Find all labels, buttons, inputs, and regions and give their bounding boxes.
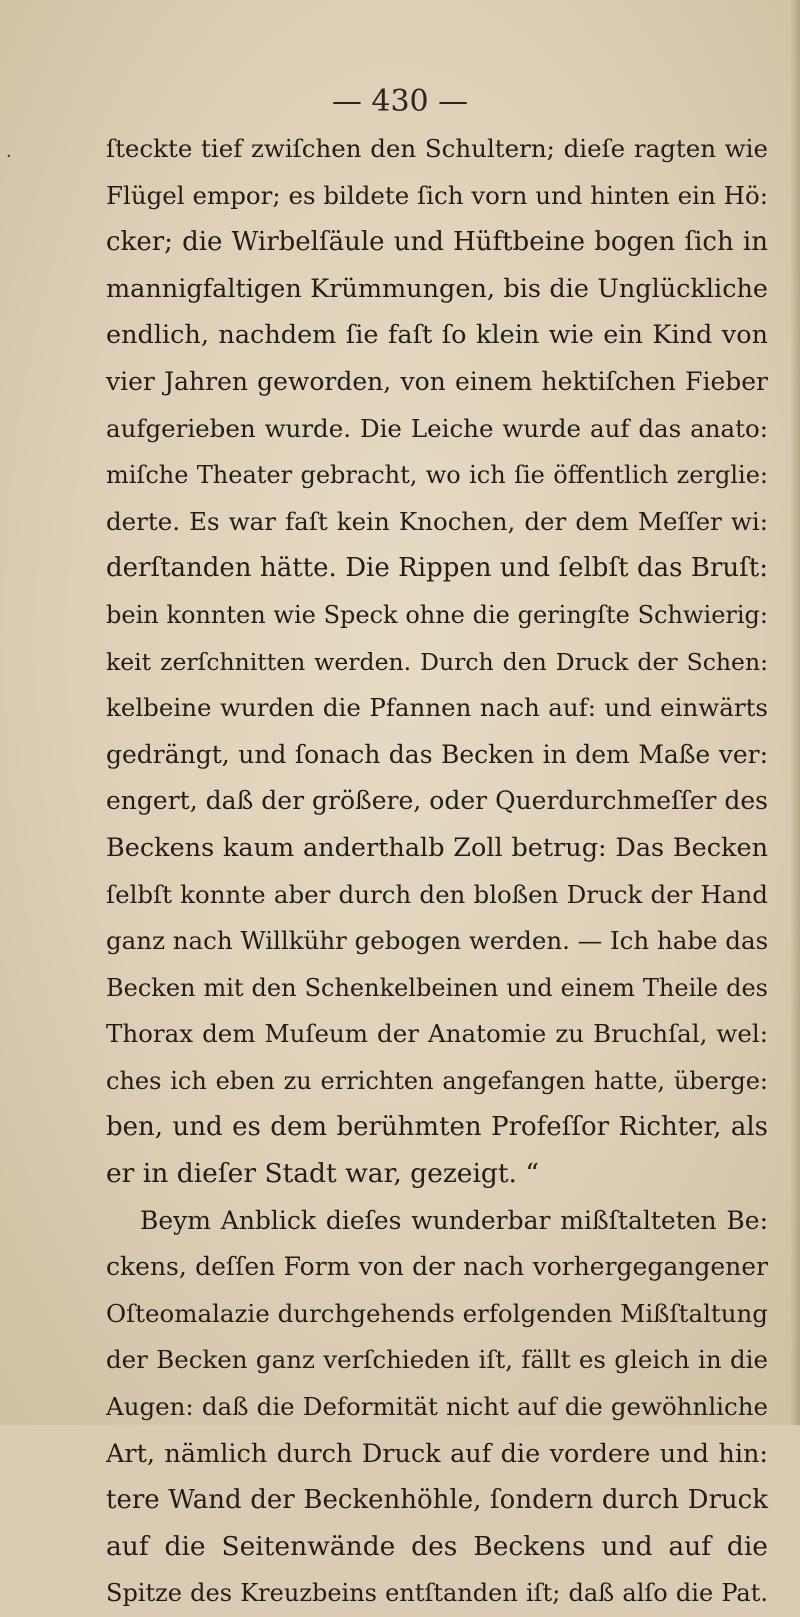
text-line: ganz nach Willkühr gebogen werden. — Ich habe das	[106, 926, 769, 956]
text-line: Beckens kaum anderthalb Zoll betrug: Das Becken	[106, 832, 768, 863]
text-line: vier Jahren geworden, von einem hektiſchen Fieber	[106, 366, 768, 396]
body-text	[106, 126, 768, 1617]
text-line: Becken mit den Schenkelbeinen und einem Theile des	[106, 973, 768, 1002]
text-line: mannigfaltigen Krümmungen, bis die Unglückliche	[106, 273, 768, 304]
text-line: auf die Seitenwände des Beckens und auf die	[106, 1530, 768, 1562]
margin-dot: ·	[6, 146, 12, 167]
text-line: Beym Anblick dieſes wunderbar mißſtalteten Be:	[140, 1205, 768, 1235]
text-line: aufgerieben wurde. Die Leiche wurde auf das anato:	[106, 413, 768, 443]
text-line: Spitze des Kreuzbeins entſtanden iſt; daß alſo die Pat.	[106, 1579, 768, 1608]
text-line: tere Wand der Beckenhöhle, ſondern durch Druck	[106, 1485, 768, 1516]
text-line: derte. Es war faſt kein Knochen, der dem Meſſer wi:	[106, 506, 768, 536]
text-line: der Becken ganz verſchieden iſt, fällt es gleich in die	[106, 1345, 768, 1375]
text-line: bein konnten wie Speck ohne die geringſte Schwierig:	[106, 600, 768, 629]
text-line: cker; die Wirbelſäule und Hüftbeine bogen ſich in	[106, 227, 768, 258]
text-line: ſelbſt konnte aber durch den bloßen Druck der Hand	[106, 879, 768, 909]
text-line: keit zerſchnitten werden. Durch den Druck der Schen:	[106, 647, 768, 676]
text-line: miſche Theater gebracht, wo ich ſie öffentlich zerglie:	[106, 461, 768, 490]
text-line: gedrängt, und ſonach das Becken in dem Maße ver:	[106, 739, 768, 769]
text-line: Flügel empor; es bildete ſich vorn und hinten ein Hö:	[106, 180, 768, 210]
text-line: Art, nämlich durch Druck auf die vordere und hin:	[106, 1438, 768, 1469]
text-line: kelbeine wurden die Pfannen nach auf: und einwärts	[106, 693, 768, 723]
text-line: er in dieſer Stadt war, gezeigt. “	[106, 1158, 539, 1190]
text-line: ckens, deſſen Form von der nach vorhergegangener	[106, 1252, 768, 1282]
text-line: Oſteomalazie durchgehends erfolgenden Mißſtaltung	[106, 1298, 768, 1328]
text-line: endlich, nachdem ſie faſt ſo klein wie ein Kind von	[106, 320, 768, 351]
text-line: ches ich eben zu errichten angefangen hatte, überge:	[106, 1066, 768, 1095]
page-number: — 430 —	[331, 84, 469, 119]
text-line: ſteckte tief zwiſchen den Schultern; dieſe ragten wie	[106, 134, 768, 163]
text-line: engert, daß der größere, oder Querdurchmeſſer des	[106, 786, 768, 816]
text-line: ben, und es dem berühmten Profeſſor Richter, als	[106, 1112, 768, 1143]
text-line: Augen: daß die Deformität nicht auf die gewöhnliche	[106, 1392, 768, 1422]
text-line: Thorax dem Muſeum der Anatomie zu Bruchſal, wel:	[106, 1019, 768, 1049]
text-line: derſtanden hätte. Die Rippen und ſelbſt das Bruſt:	[106, 553, 768, 584]
